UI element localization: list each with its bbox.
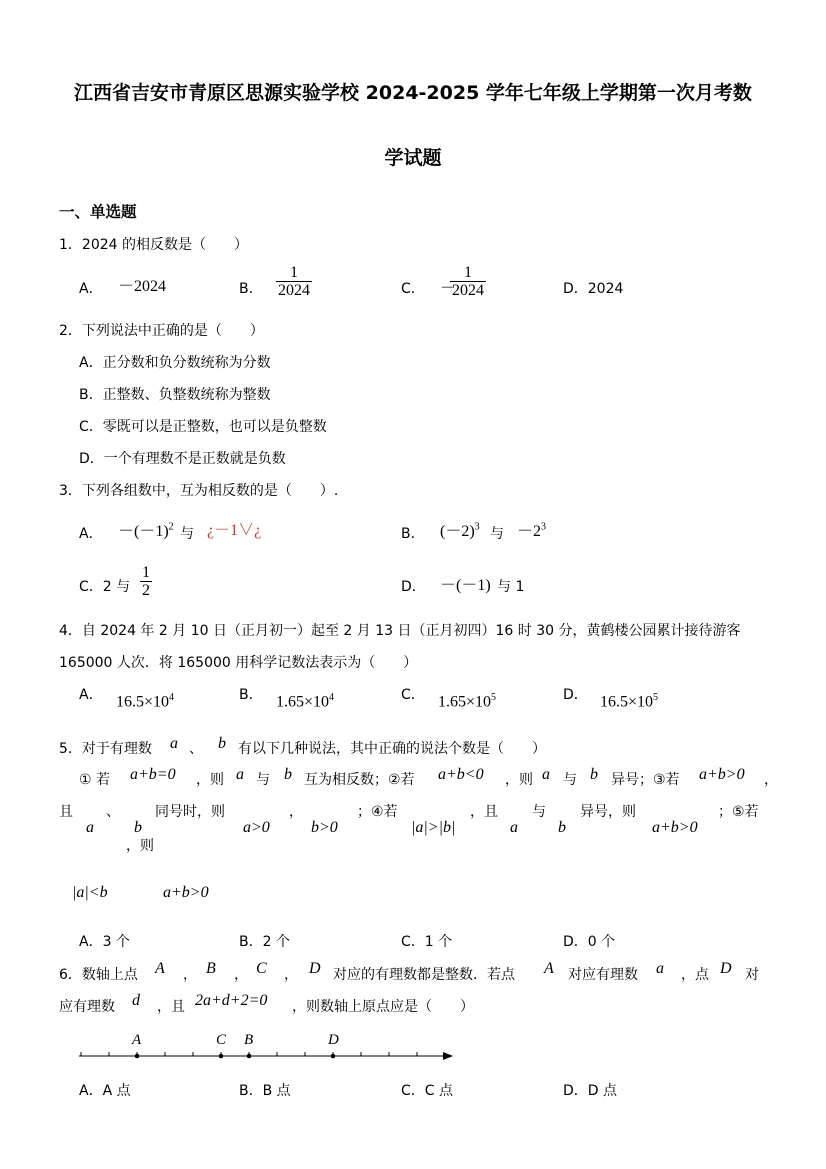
option-label: D． [401, 579, 426, 595]
option-text: B．2 个 [239, 934, 290, 950]
fraction [140, 564, 152, 599]
axis-point-label: B [244, 1032, 254, 1048]
option-text: D．2024 [563, 281, 624, 297]
separator: ， [183, 967, 197, 983]
var-a: a [542, 766, 550, 783]
statement-text: 、 [106, 804, 120, 820]
option-label: C． [401, 687, 425, 703]
separator: ， [234, 967, 248, 983]
option-text: D．一个有理数不是正数就是负数 [79, 451, 286, 467]
statement-text: 互为相反数；②若 [304, 772, 415, 788]
option-label: A． [79, 687, 103, 703]
option-label: B． [401, 526, 425, 542]
number-line-figure [70, 1026, 470, 1068]
math-cond: a>0 [243, 819, 270, 836]
question-stem: ，点 [681, 967, 709, 983]
point-label: B [206, 960, 216, 977]
statement-text: ，则 [196, 772, 224, 788]
question-stem: 165000 人次．将 165000 用科学记数法表示为（ ） [59, 655, 418, 671]
math-cond: a+b>0 [163, 884, 209, 901]
doc-title-line1: 江西省吉安市青原区思源实验学校 2024-2025 学年七年级上学期第一次月考数 [74, 82, 752, 104]
statement-text: ，则 [505, 772, 533, 788]
section-heading: 一、单选题 [59, 203, 137, 221]
point-label: C [256, 960, 267, 977]
exponent: 2 [168, 521, 174, 533]
math-base: 16.5×10 [116, 693, 170, 711]
math-cond: b>0 [311, 819, 338, 836]
option-math [118, 518, 174, 541]
math-expr: (－2) [440, 523, 475, 540]
statement-text: ， [289, 804, 303, 820]
option-math [440, 518, 480, 541]
question-stem: 有以下几种说法，其中正确的说法个数是（ ） [238, 741, 546, 757]
option-label: C．2 与 [79, 579, 131, 595]
statement-text: 异号，则 [580, 804, 636, 820]
var-b: b [218, 735, 226, 752]
math-expr: －(－1) [118, 523, 169, 540]
denominator: 2 [142, 582, 150, 599]
option-text: C．C 点 [401, 1083, 454, 1099]
statement-text: 同号时，则 [155, 804, 225, 820]
denominator: 2024 [452, 282, 484, 299]
var-d: d [132, 992, 140, 1009]
numerator: 1 [464, 264, 472, 281]
option-text: A．A 点 [79, 1083, 131, 1099]
numerator: 1 [142, 564, 150, 581]
var-b: b [284, 766, 292, 783]
option-label: D． [563, 687, 588, 703]
axis-point-dot [247, 1054, 252, 1059]
var-b: b [590, 766, 598, 783]
connector-text: 与 [180, 526, 194, 542]
option-text: C．1 个 [401, 934, 453, 950]
option-math [517, 518, 546, 541]
var-a: a [510, 819, 518, 836]
option-math: －(－1) [440, 577, 491, 594]
var-a: a [170, 735, 178, 752]
question-stem: 对 [745, 967, 759, 983]
numerator: 1 [290, 264, 298, 281]
option-text: B．正整数、负整数统称为整数 [79, 387, 271, 403]
math-cond: a+b>0 [652, 819, 698, 836]
statement-text: 异号；③若 [611, 772, 680, 788]
minus-sign: － [440, 280, 457, 297]
var-b: b [134, 819, 142, 836]
statement-text: ① 若 [79, 772, 111, 788]
axis-point-dot [219, 1054, 224, 1059]
var-a: a [236, 766, 244, 783]
denominator: 2024 [278, 282, 310, 299]
statement-text: ， [764, 772, 778, 788]
math-cond: a+b=0 [130, 766, 176, 783]
axis-point-dot [135, 1054, 140, 1059]
question-stem: 1．2024 的相反数是（ ） [59, 237, 248, 253]
separator: 、 [189, 741, 203, 757]
question-stem: ，且 [157, 999, 185, 1015]
option-label: A． [79, 526, 103, 542]
point-label: D [720, 960, 732, 977]
axis-point-label: A [132, 1032, 142, 1048]
doc-title-line2: 学试题 [384, 147, 442, 169]
math-cond: a+b<0 [438, 766, 484, 783]
var-a: a [86, 819, 94, 836]
point-label: A [155, 960, 165, 977]
exponent: 5 [491, 692, 497, 703]
fraction [450, 264, 486, 299]
question-stem: 应有理数 [59, 999, 115, 1015]
statement-text: ；④若 [357, 804, 398, 820]
fraction [276, 264, 312, 299]
statement-text: ；⑤若 [718, 804, 759, 820]
var-b: b [558, 819, 566, 836]
separator: ， [284, 967, 298, 983]
option-math [438, 692, 496, 711]
math-equation: 2a+d+2=0 [195, 992, 268, 1009]
question-stem: 3．下列各组数中，互为相反数的是（ ）. [59, 483, 339, 499]
question-stem: 2．下列说法中正确的是（ ） [59, 323, 264, 339]
math-expr: －2 [517, 523, 542, 540]
option-text: B．B 点 [239, 1083, 291, 1099]
option-label: C． [401, 281, 425, 297]
axis-points [131, 1032, 339, 1058]
math-base: 1.65×10 [438, 693, 492, 711]
option-text: D．D 点 [563, 1083, 618, 1099]
math-base: 1.65×10 [276, 693, 330, 711]
question-stem: 对应有理数 [568, 967, 638, 983]
math-cond: a+b>0 [699, 766, 745, 783]
math-base: 16.5×10 [600, 693, 654, 711]
statement-text: 且 [59, 804, 73, 820]
question-stem: 6．数轴上点 [59, 967, 138, 983]
option-math [276, 692, 334, 711]
option-math: －2024 [118, 278, 167, 295]
exponent: 5 [653, 692, 659, 703]
statement-text: 与 [563, 772, 577, 788]
question-stem: 对应的有理数都是整数．若点 [333, 967, 515, 983]
point-label: D [309, 960, 321, 977]
option-math [600, 692, 658, 711]
axis-arrow [443, 1052, 453, 1060]
connector-text: 与 1 [497, 579, 525, 595]
statement-text: 与 [256, 772, 270, 788]
statement-text: 与 [532, 804, 546, 820]
option-math [116, 692, 174, 711]
var-a: a [656, 960, 664, 977]
connector-text: 与 [490, 526, 504, 542]
exponent: 3 [541, 521, 547, 533]
option-label: B． [239, 281, 263, 297]
math-cond: |a|>|b| [411, 819, 456, 836]
option-label: B． [239, 687, 263, 703]
exponent: 4 [169, 692, 175, 703]
option-label: A． [79, 281, 103, 297]
question-stem: ，则数轴上原点应是（ ） [292, 999, 474, 1015]
axis-point-dot [331, 1054, 336, 1059]
question-stem: 4．自 2024 年 2 月 10 日（正月初一）起至 2 月 13 日（正月初四）16 时 30 分，黄鹤楼公园累计接待游客 [59, 623, 741, 639]
option-text: A．正分数和负分数统称为分数 [79, 355, 271, 371]
math-cond: |a|<b [72, 884, 108, 901]
point-label: A [544, 960, 554, 977]
statement-text: ，则 [126, 838, 154, 854]
question-stem: 5．对于有理数 [59, 741, 152, 757]
option-text: C．零既可以是正整数，也可以是负整数 [79, 419, 327, 435]
axis-point-label: C [216, 1032, 227, 1048]
axis-point-label: D [328, 1032, 339, 1048]
option-text: A．3 个 [79, 934, 130, 950]
statement-text: ，且 [470, 804, 498, 820]
exponent: 3 [474, 521, 480, 533]
option-math: ¿－1∨¿ [207, 522, 262, 539]
option-text: D．0 个 [563, 934, 616, 950]
exponent: 4 [329, 692, 335, 703]
